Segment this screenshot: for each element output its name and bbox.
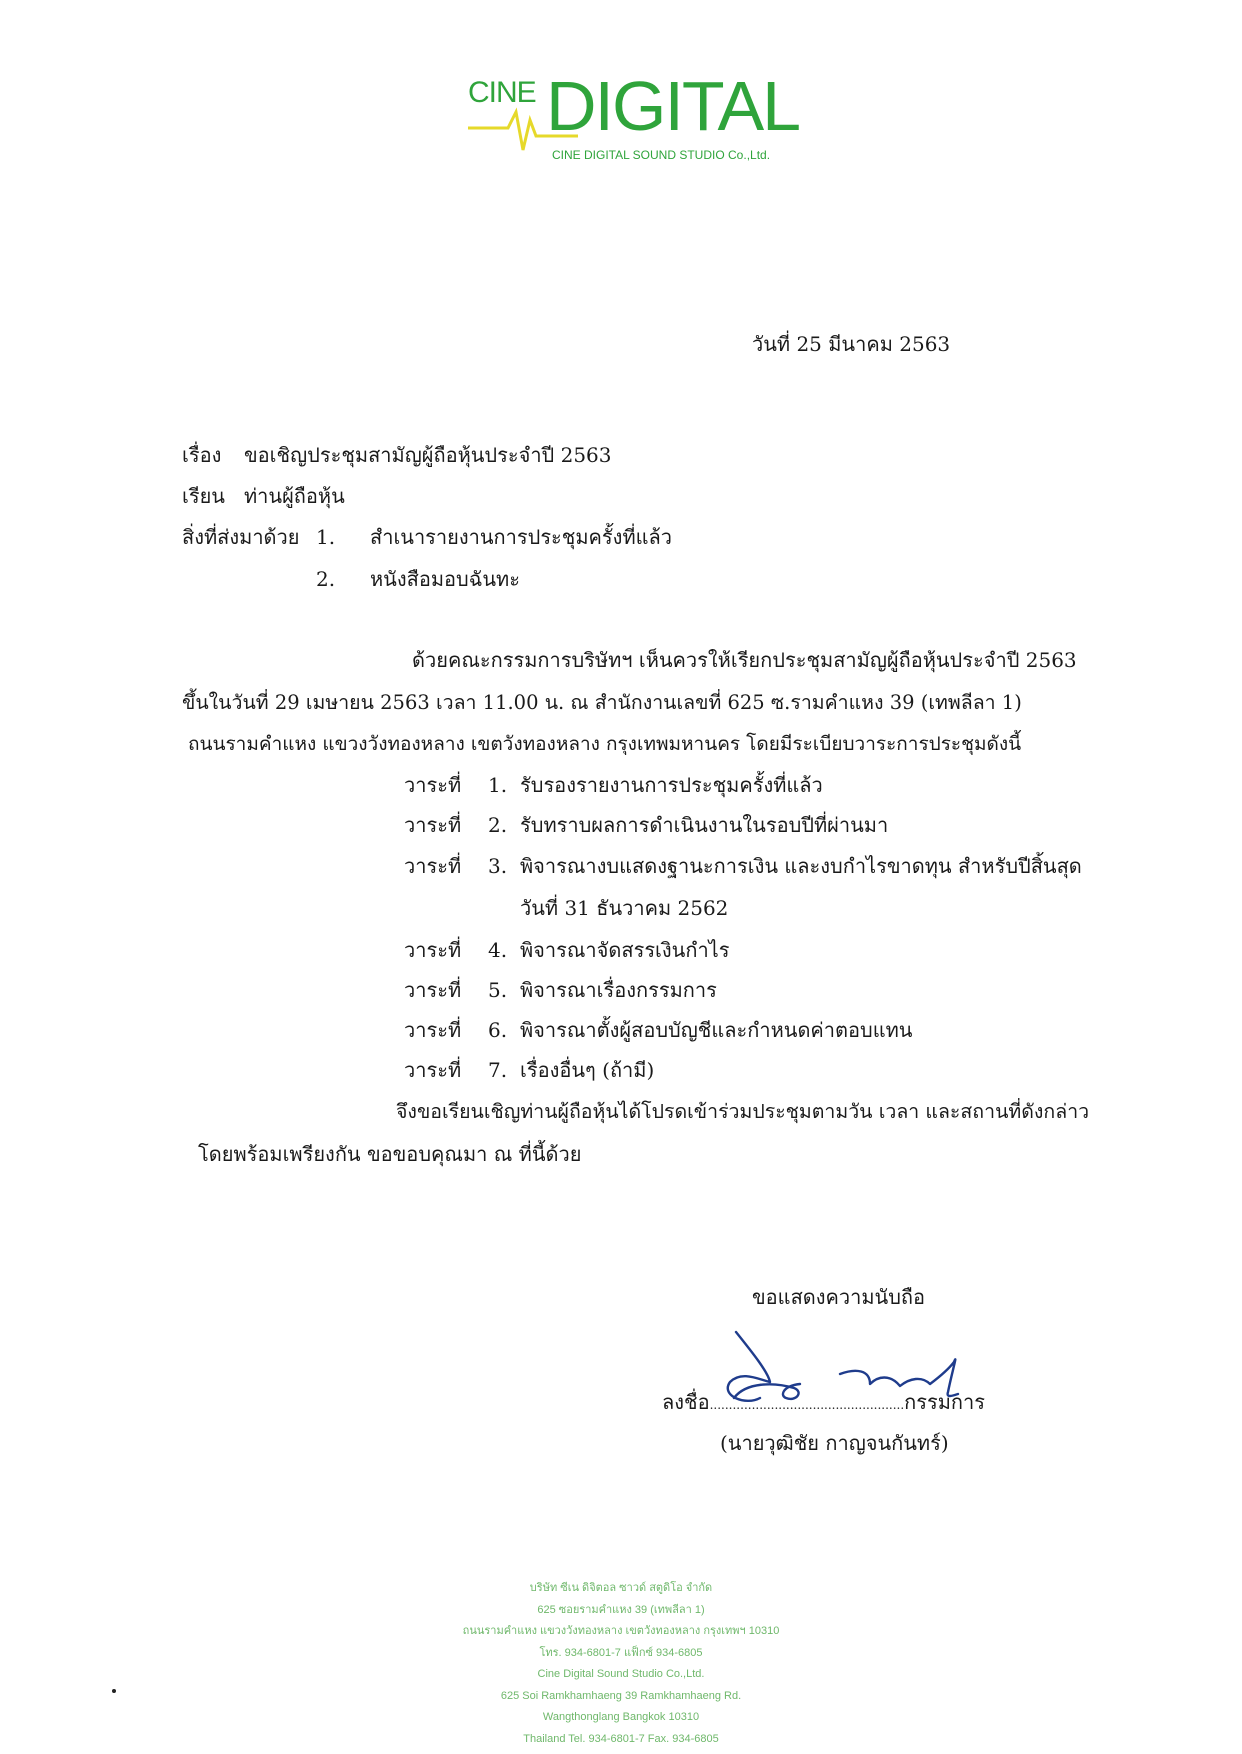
agenda-num: 7. <box>488 1058 508 1082</box>
enclosures-label: สิ่งที่ส่งมาด้วย <box>182 525 300 549</box>
scan-speck <box>112 1689 116 1693</box>
company-logo <box>468 67 800 172</box>
footer-line: โทร. 934-6801-7 แฟ็กซ์ 934-6805 <box>539 1646 703 1659</box>
footer-line: บริษัท ซีเน ดิจิตอล ซาวด์ สตูดิโอ จำกัด <box>529 1582 713 1594</box>
agenda-num: 6. <box>488 1018 508 1042</box>
footer-line: ถนนรามคำแหง แขวงวังทองหลาง เขตวังทองหลาง กรุงเทพฯ 10310 <box>462 1625 780 1637</box>
agenda-num: 4. <box>488 938 508 962</box>
closing-line-2: โดยพร้อมเพรียงกัน ขอขอบคุณมา ณ ที่นี้ด้วย <box>198 1142 582 1166</box>
footer-line: 625 ซอยรามคำแหง 39 (เทพลีลา 1) <box>537 1603 705 1616</box>
agenda-label: วาระที่ <box>404 938 462 962</box>
subject-label: เรื่อง <box>182 443 222 467</box>
body-line-2: ขึ้นในวันที่ 29 เมษายน 2563 เวลา 11.00 น. ณ สำนักงานเลขที่ 625 ซ.รามคำแหง 39 (เทพลีลา 1) <box>182 691 1022 714</box>
body-line-1: ด้วยคณะกรรมการบริษัทฯ เห็นควรให้เรียกประชุมสามัญผู้ถือหุ้นประจำปี 2563 <box>412 648 1077 672</box>
agenda-num: 1. <box>488 773 508 797</box>
company-address-footer <box>0 1578 1242 1750</box>
sign-suffix: กรรมการ <box>904 1390 986 1414</box>
agenda-item: เรื่องอื่นๆ (ถ้ามี) <box>520 1058 655 1082</box>
enclosure-item: สำเนารายงานการประชุมครั้งที่แล้ว <box>370 525 673 549</box>
agenda-item: พิจารณาจัดสรรเงินกำไร <box>520 938 730 962</box>
agenda-label: วาระที่ <box>404 813 462 837</box>
sign-dots: ................................................... <box>709 1398 905 1412</box>
subject-text: ขอเชิญประชุมสามัญผู้ถือหุ้นประจำปี 2563 <box>244 443 612 467</box>
signer-name: (นายวุฒิชัย กาญจนกันทร์) <box>720 1431 949 1455</box>
closing-line-1: จึงขอเรียนเชิญท่านผู้ถือหุ้นได้โปรดเข้าร่วมประชุมตามวัน เวลา และสถานที่ดังกล่าว <box>396 1100 1090 1123</box>
agenda-label: วาระที่ <box>404 1018 462 1042</box>
body-line-3: ถนนรามคำแหง แขวงวังทองหลาง เขตวังทองหลาง กรุงเทพมหานคร โดยมีระเบียบวาระการประชุมดังนี้ <box>188 733 1022 755</box>
letter-date: วันที่ 25 มีนาคม 2563 <box>752 332 951 356</box>
agenda-item-continued: วันที่ 31 ธันวาคม 2562 <box>520 896 729 920</box>
logo-cine-text: CINE <box>468 76 536 109</box>
agenda-label: วาระที่ <box>404 854 462 878</box>
agenda-label: วาระที่ <box>404 773 462 797</box>
logo-subtitle: CINE DIGITAL SOUND STUDIO Co.,Ltd. <box>552 148 771 162</box>
agenda-label: วาระที่ <box>404 1058 462 1082</box>
agenda-item: พิจารณาเรื่องกรรมการ <box>520 978 717 1002</box>
logo-digital-text: DIGITAL <box>546 67 800 145</box>
footer-line: Thailand Tel. 934-6801-7 Fax. 934-6805 <box>523 1732 719 1745</box>
footer-line: Wangthonglang Bangkok 10310 <box>542 1711 700 1723</box>
agenda-item: พิจารณางบแสดงฐานะการเงิน และงบกำไรขาดทุน สำหรับปีสิ้นสุด <box>520 854 1082 878</box>
agenda-num: 3. <box>488 854 508 878</box>
footer-line: 625 Soi Ramkhamhaeng 39 Ramkhamhaeng Rd. <box>500 1689 742 1702</box>
sign-prefix: ลงชื่อ <box>662 1390 710 1414</box>
enclosure-item: หนังสือมอบฉันทะ <box>370 567 520 591</box>
agenda-item: พิจารณาตั้งผู้สอบบัญชีและกำหนดค่าตอบแทน <box>520 1018 913 1042</box>
enclosure-num: 2. <box>316 567 336 591</box>
to-label: เรียน <box>182 484 225 508</box>
agenda-num: 2. <box>488 813 508 837</box>
regards-text: ขอแสดงความนับถือ <box>752 1285 926 1309</box>
to-text: ท่านผู้ถือหุ้น <box>244 484 345 508</box>
footer-line: Cine Digital Sound Studio Co.,Ltd. <box>537 1668 705 1680</box>
agenda-item: รับรองรายงานการประชุมครั้งที่แล้ว <box>520 773 823 797</box>
agenda-item: รับทราบผลการดำเนินงานในรอบปีที่ผ่านมา <box>520 813 889 837</box>
agenda-label: วาระที่ <box>404 978 462 1002</box>
enclosure-num: 1. <box>316 525 336 549</box>
agenda-num: 5. <box>488 978 508 1002</box>
signature-line <box>662 1390 985 1417</box>
